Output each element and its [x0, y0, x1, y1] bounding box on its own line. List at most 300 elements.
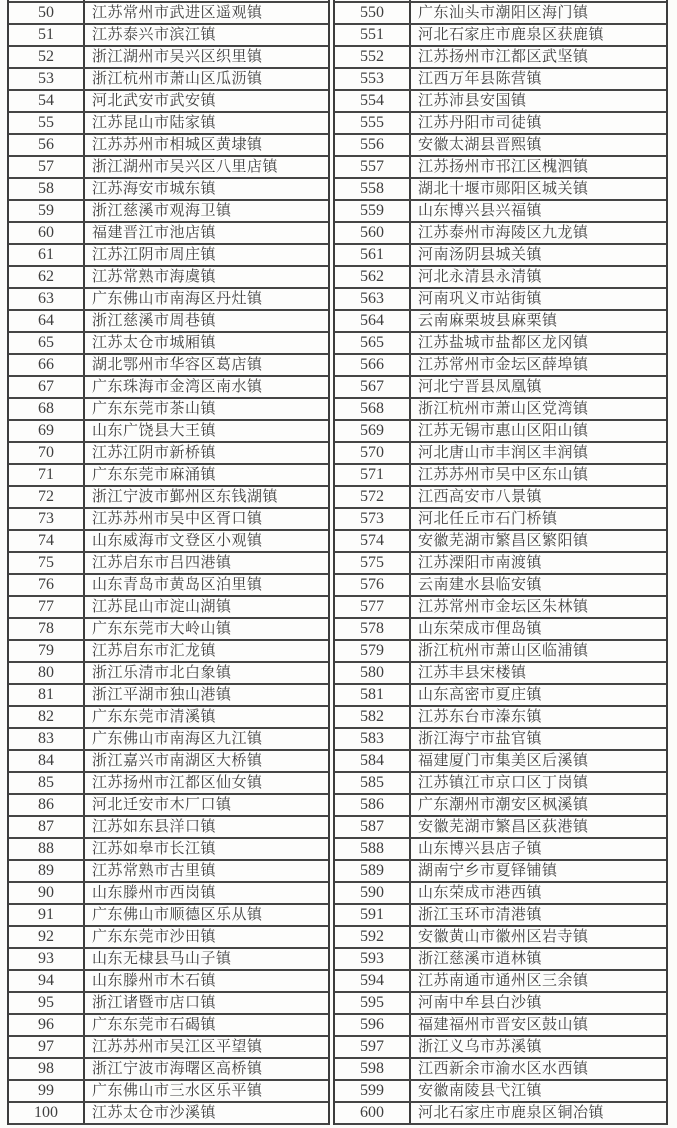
rank-cell: 560 [335, 223, 411, 243]
table-row [335, 311, 666, 333]
table-row [9, 619, 328, 641]
town-name-cell: 江西高安市八景镇 [418, 489, 543, 505]
table-row [9, 201, 328, 223]
table-row [335, 3, 666, 25]
rank-cell: 63 [9, 289, 85, 309]
town-name-cell: 浙江平湖市独山港镇 [92, 687, 232, 703]
table-row [9, 47, 328, 69]
table-row [9, 1103, 328, 1125]
town-name-cell: 江苏丹阳市司徒镇 [418, 115, 543, 131]
rank-cell [9, 0, 85, 1]
town-name-cell: 江苏沛县安国镇 [418, 93, 527, 109]
town-name-cell: 江苏海安市城东镇 [92, 181, 217, 197]
town-name-cell: 江苏苏州市吴江区平望镇 [92, 1039, 263, 1055]
town-name-cell: 山东高密市夏庄镇 [418, 687, 543, 703]
town-name-cell: 江苏扬州市江都区仙女镇 [92, 775, 263, 791]
table-row [9, 311, 328, 333]
rank-cell: 561 [335, 245, 411, 265]
table-row [335, 135, 666, 157]
table-row [9, 1037, 328, 1059]
rank-cell: 580 [335, 663, 411, 683]
town-name-cell: 江苏东台市溱东镇 [418, 709, 543, 725]
town-name-cell: 山东滕州市西岗镇 [92, 885, 217, 901]
rank-cell: 575 [335, 553, 411, 573]
table-row [335, 465, 666, 487]
town-name-cell: 广东佛山市南海区丹灶镇 [92, 291, 263, 307]
town-name-cell: 江西新余市渝水区水西镇 [418, 1061, 589, 1077]
table-row [9, 91, 328, 113]
rank-cell: 94 [9, 971, 85, 991]
town-name-cell: 江苏启东市汇龙镇 [92, 643, 217, 659]
town-name-cell: 浙江宁波市海曙区高桥镇 [92, 1061, 263, 1077]
table-row [335, 553, 666, 575]
rank-cell: 584 [335, 751, 411, 771]
town-name-cell: 江苏扬州市邗江区槐泗镇 [418, 159, 589, 175]
town-name-cell: 福建福州市晋安区鼓山镇 [418, 1017, 589, 1033]
rank-cell: 62 [9, 267, 85, 287]
rank-cell: 85 [9, 773, 85, 793]
table-row [9, 729, 328, 751]
town-name-cell: 浙江玉环市清港镇 [418, 907, 543, 923]
town-name-cell: 河北石家庄市鹿泉区铜冶镇 [418, 1105, 605, 1121]
table-row [9, 1015, 328, 1037]
rank-cell: 551 [335, 25, 411, 45]
town-name-cell: 浙江杭州市萧山区临浦镇 [418, 643, 589, 659]
rank-cell: 92 [9, 927, 85, 947]
rank-cell: 89 [9, 861, 85, 881]
town-name-cell: 河北石家庄市鹿泉区获鹿镇 [418, 27, 605, 43]
table-row [9, 949, 328, 971]
town-name-cell: 江苏太仓市沙溪镇 [92, 1105, 217, 1121]
table-row [335, 289, 666, 311]
rank-cell: 555 [335, 113, 411, 133]
town-name-cell: 安徽黄山市徽州区岩寺镇 [418, 929, 589, 945]
town-name-cell: 山东广饶县大王镇 [92, 423, 217, 439]
town-name-cell: 浙江诸暨市店口镇 [92, 995, 217, 1011]
table-row [9, 179, 328, 201]
rank-cell: 591 [335, 905, 411, 925]
rank-cell: 73 [9, 509, 85, 529]
town-name-cell: 广东珠海市金湾区南水镇 [92, 379, 263, 395]
rank-cell: 569 [335, 421, 411, 441]
table-row [335, 377, 666, 399]
table-row [9, 25, 328, 47]
table-row [335, 751, 666, 773]
rank-cell: 559 [335, 201, 411, 221]
table-row [9, 443, 328, 465]
town-name-cell: 江西万年县陈营镇 [418, 71, 543, 87]
rank-cell: 78 [9, 619, 85, 639]
rank-cell: 82 [9, 707, 85, 727]
town-name-cell: 浙江湖州市吴兴区织里镇 [92, 49, 263, 65]
town-name-cell: 福建厦门市集美区后溪镇 [418, 753, 589, 769]
town-name-cell: 江苏太仓市城厢镇 [92, 335, 217, 351]
town-name-cell: 云南建水县临安镇 [418, 577, 543, 593]
rank-cell: 72 [9, 487, 85, 507]
town-name-cell: 安徽太湖县晋熙镇 [418, 137, 543, 153]
town-name-cell: 浙江慈溪市观海卫镇 [92, 203, 232, 219]
rank-cell: 568 [335, 399, 411, 419]
rank-cell: 60 [9, 223, 85, 243]
rank-cell: 598 [335, 1059, 411, 1079]
rank-cell: 596 [335, 1015, 411, 1035]
table-row [9, 465, 328, 487]
rank-cell: 558 [335, 179, 411, 199]
table-row [335, 531, 666, 553]
town-name-cell: 浙江慈溪市逍林镇 [418, 951, 543, 967]
town-name-cell: 湖北十堰市郧阳区城关镇 [418, 181, 589, 197]
table-row [9, 993, 328, 1015]
table-row [335, 245, 666, 267]
town-name-cell: 江苏南通市通州区三余镇 [418, 973, 589, 989]
rank-cell: 576 [335, 575, 411, 595]
town-name-cell: 安徽芜湖市繁昌区繁阳镇 [418, 533, 589, 549]
table-row [9, 663, 328, 685]
town-name-cell: 广东潮州市潮安区枫溪镇 [418, 797, 589, 813]
town-name-cell: 河北武安市武安镇 [92, 93, 217, 109]
rank-cell: 566 [335, 355, 411, 375]
rank-cell: 98 [9, 1059, 85, 1079]
town-name-cell: 广东东莞市清溪镇 [92, 709, 217, 725]
table-row [335, 597, 666, 619]
table-row [335, 25, 666, 47]
table-row [335, 993, 666, 1015]
town-name-cell: 河南中牟县白沙镇 [418, 995, 543, 1011]
rank-cell: 90 [9, 883, 85, 903]
rank-cell: 564 [335, 311, 411, 331]
town-name-cell: 浙江海宁市盐官镇 [418, 731, 543, 747]
table-row [335, 47, 666, 69]
table-row [9, 69, 328, 91]
town-name-cell: 福建晋江市池店镇 [92, 225, 217, 241]
table-row [9, 289, 328, 311]
table-row [335, 399, 666, 421]
rank-cell: 59 [9, 201, 85, 221]
rank-cell: 74 [9, 531, 85, 551]
table-row [9, 245, 328, 267]
table-row [9, 377, 328, 399]
town-name-cell: 江苏盐城市盐都区龙冈镇 [418, 335, 589, 351]
table-row [9, 883, 328, 905]
town-name-cell: 山东威海市文登区小观镇 [92, 533, 263, 549]
table-row [9, 509, 328, 531]
town-name-cell: 江苏苏州市吴中区胥口镇 [92, 511, 263, 527]
rank-cell: 55 [9, 113, 85, 133]
town-name-cell: 江苏常州市金坛区薛埠镇 [418, 357, 589, 373]
table-row [9, 355, 328, 377]
table-row [335, 333, 666, 355]
rank-cell: 96 [9, 1015, 85, 1035]
town-name-cell: 浙江杭州市萧山区瓜沥镇 [92, 71, 263, 87]
rank-cell: 553 [335, 69, 411, 89]
town-name-cell [85, 0, 328, 1]
table-row [335, 641, 666, 663]
rank-cell: 76 [9, 575, 85, 595]
rank-cell: 563 [335, 289, 411, 309]
town-name-cell: 浙江嘉兴市南湖区大桥镇 [92, 753, 263, 769]
rank-cell: 67 [9, 377, 85, 397]
town-name-cell: 江苏苏州市吴中区东山镇 [418, 467, 589, 483]
table-row [335, 509, 666, 531]
town-name-cell: 山东博兴县兴福镇 [418, 203, 543, 219]
rank-cell: 586 [335, 795, 411, 815]
table-row [9, 399, 328, 421]
rank-cell: 54 [9, 91, 85, 111]
town-name-cell: 广东汕头市潮阳区海门镇 [418, 5, 589, 21]
table-row [9, 641, 328, 663]
town-name-cell: 山东滕州市木石镇 [92, 973, 217, 989]
table-row [9, 135, 328, 157]
town-name-cell: 广东东莞市沙田镇 [92, 929, 217, 945]
table-row [335, 817, 666, 839]
table-row [335, 839, 666, 861]
table-row [9, 707, 328, 729]
table-row [9, 1059, 328, 1081]
rank-cell: 100 [9, 1103, 85, 1123]
rank-cell: 64 [9, 311, 85, 331]
rank-cell: 582 [335, 707, 411, 727]
rank-cell: 95 [9, 993, 85, 1013]
table-row [335, 157, 666, 179]
table-row [9, 157, 328, 179]
rank-cell: 88 [9, 839, 85, 859]
rank-cell: 550 [335, 3, 411, 23]
rank-cell: 595 [335, 993, 411, 1013]
table-row [9, 553, 328, 575]
table-row [9, 773, 328, 795]
rank-cell: 557 [335, 157, 411, 177]
rank-cell: 585 [335, 773, 411, 793]
table-row [335, 487, 666, 509]
rank-cell: 70 [9, 443, 85, 463]
rank-cell: 71 [9, 465, 85, 485]
rank-cell: 84 [9, 751, 85, 771]
rank-cell: 589 [335, 861, 411, 881]
town-name-cell: 河北宁晋县凤凰镇 [418, 379, 543, 395]
rank-cell: 587 [335, 817, 411, 837]
table-row [335, 443, 666, 465]
table-row [9, 1081, 328, 1103]
towns-table-rank-550-600 [333, 0, 668, 1125]
town-name-cell: 江苏泰州市海陵区九龙镇 [418, 225, 589, 241]
rank-cell: 578 [335, 619, 411, 639]
table-row [335, 685, 666, 707]
town-name-cell: 河北唐山市丰润区丰润镇 [418, 445, 589, 461]
rank-cell: 65 [9, 333, 85, 353]
rank-cell: 58 [9, 179, 85, 199]
town-name-cell: 山东青岛市黄岛区泊里镇 [92, 577, 263, 593]
town-name-cell: 广东佛山市南海区九江镇 [92, 731, 263, 747]
town-name-cell: 江苏江阴市周庄镇 [92, 247, 217, 263]
town-name-cell: 浙江宁波市鄞州区东钱湖镇 [92, 489, 279, 505]
table-row [335, 223, 666, 245]
town-name-cell: 山东荣成市港西镇 [418, 885, 543, 901]
rank-cell: 583 [335, 729, 411, 749]
town-name-cell: 江苏无锡市惠山区阳山镇 [418, 423, 589, 439]
rank-cell: 86 [9, 795, 85, 815]
table-row [335, 1015, 666, 1037]
town-name-cell: 山东博兴县店子镇 [418, 841, 543, 857]
table-row [335, 1103, 666, 1125]
rank-cell: 574 [335, 531, 411, 551]
table-row [335, 91, 666, 113]
town-name-cell: 山东荣成市俚岛镇 [418, 621, 543, 637]
town-name-cell: 浙江湖州市吴兴区八里店镇 [92, 159, 279, 175]
rank-cell: 61 [9, 245, 85, 265]
town-name-cell: 江苏常州市金坛区朱林镇 [418, 599, 589, 615]
town-name-cell: 广东东莞市大岭山镇 [92, 621, 232, 637]
rank-cell: 97 [9, 1037, 85, 1057]
rank-cell: 570 [335, 443, 411, 463]
town-name-cell: 湖南宁乡市夏铎铺镇 [418, 863, 558, 879]
town-name-cell: 江苏扬州市江都区武坚镇 [418, 49, 589, 65]
table-row [335, 355, 666, 377]
rank-cell: 51 [9, 25, 85, 45]
table-row [9, 333, 328, 355]
town-name-cell: 河南汤阴县城关镇 [418, 247, 543, 263]
table-row [335, 1059, 666, 1081]
town-name-cell: 广东东莞市茶山镇 [92, 401, 217, 417]
table-row [9, 751, 328, 773]
rank-cell: 594 [335, 971, 411, 991]
table-row [335, 69, 666, 91]
rank-cell: 79 [9, 641, 85, 661]
rank-cell: 600 [335, 1103, 411, 1123]
table-row [335, 773, 666, 795]
rank-cell: 91 [9, 905, 85, 925]
rank-cell: 93 [9, 949, 85, 969]
rank-cell: 81 [9, 685, 85, 705]
table-row [9, 971, 328, 993]
rank-cell: 80 [9, 663, 85, 683]
town-name-cell: 广东东莞市麻涌镇 [92, 467, 217, 483]
table-row [335, 795, 666, 817]
table-row [335, 949, 666, 971]
rank-cell: 69 [9, 421, 85, 441]
table-row [335, 729, 666, 751]
rank-cell: 562 [335, 267, 411, 287]
table-row [335, 421, 666, 443]
table-row [335, 927, 666, 949]
town-name-cell: 山东无棣县马山子镇 [92, 951, 232, 967]
rank-cell: 590 [335, 883, 411, 903]
rank-cell: 68 [9, 399, 85, 419]
rank-cell: 52 [9, 47, 85, 67]
rank-cell: 577 [335, 597, 411, 617]
rank-cell: 593 [335, 949, 411, 969]
table-row [335, 113, 666, 135]
rank-cell: 53 [9, 69, 85, 89]
town-name-cell: 江苏如东县洋口镇 [92, 819, 217, 835]
table-row [9, 421, 328, 443]
rank-cell [335, 0, 411, 1]
table-row [9, 861, 328, 883]
town-name-cell: 浙江乐清市北白象镇 [92, 665, 232, 681]
table-row [335, 663, 666, 685]
town-name-cell [411, 0, 666, 1]
town-name-cell: 安徽南陵县弋江镇 [418, 1083, 543, 1099]
town-name-cell: 江苏常熟市海虞镇 [92, 269, 217, 285]
table-row [9, 905, 328, 927]
town-name-cell: 江苏昆山市陆家镇 [92, 115, 217, 131]
town-name-cell: 广东佛山市三水区乐平镇 [92, 1083, 263, 1099]
town-name-cell: 浙江义乌市苏溪镇 [418, 1039, 543, 1055]
town-name-cell: 江苏常熟市古里镇 [92, 863, 217, 879]
table-row [335, 883, 666, 905]
town-name-cell: 江苏丰县宋楼镇 [418, 665, 527, 681]
rank-cell: 554 [335, 91, 411, 111]
town-name-cell: 湖北鄂州市华容区葛店镇 [92, 357, 263, 373]
town-name-cell: 江苏如皋市长江镇 [92, 841, 217, 857]
town-name-cell: 江苏苏州市相城区黄埭镇 [92, 137, 263, 153]
town-name-cell: 江苏镇江市京口区丁岗镇 [418, 775, 589, 791]
table-row [9, 795, 328, 817]
town-name-cell: 江苏昆山市淀山湖镇 [92, 599, 232, 615]
rank-cell: 77 [9, 597, 85, 617]
rank-cell: 599 [335, 1081, 411, 1101]
town-name-cell: 江苏泰兴市滨江镇 [92, 27, 217, 43]
rank-cell: 66 [9, 355, 85, 375]
rank-cell: 556 [335, 135, 411, 155]
town-name-cell: 河北任丘市石门桥镇 [418, 511, 558, 527]
table-row [335, 1037, 666, 1059]
rank-cell: 57 [9, 157, 85, 177]
town-name-cell: 云南麻栗坡县麻栗镇 [418, 313, 558, 329]
rank-cell: 573 [335, 509, 411, 529]
table-row [9, 223, 328, 245]
town-name-cell: 河北迁安市木厂口镇 [92, 797, 232, 813]
rank-cell: 87 [9, 817, 85, 837]
table-row [9, 575, 328, 597]
town-name-cell: 江苏常州市武进区遥观镇 [92, 5, 263, 21]
rank-cell: 571 [335, 465, 411, 485]
town-name-cell: 河南巩义市站街镇 [418, 291, 543, 307]
table-row [9, 927, 328, 949]
town-name-cell: 江苏溧阳市南渡镇 [418, 555, 543, 571]
table-row [9, 597, 328, 619]
table-row [335, 179, 666, 201]
town-name-cell: 广东东莞市石碣镇 [92, 1017, 217, 1033]
table-row [9, 839, 328, 861]
table-row [335, 971, 666, 993]
town-name-cell: 江苏启东市吕四港镇 [92, 555, 232, 571]
rank-cell: 552 [335, 47, 411, 67]
table-row [335, 861, 666, 883]
rank-cell: 579 [335, 641, 411, 661]
rank-cell: 56 [9, 135, 85, 155]
table-row [9, 3, 328, 25]
table-row [335, 707, 666, 729]
table-row [9, 487, 328, 509]
table-row [335, 619, 666, 641]
rank-cell: 572 [335, 487, 411, 507]
town-name-cell: 浙江慈溪市周巷镇 [92, 313, 217, 329]
rank-cell: 565 [335, 333, 411, 353]
rank-cell: 567 [335, 377, 411, 397]
table-row [335, 575, 666, 597]
rank-cell: 50 [9, 3, 85, 23]
table-row [335, 201, 666, 223]
table-row [9, 267, 328, 289]
rank-cell: 581 [335, 685, 411, 705]
town-name-cell: 广东佛山市顺德区乐从镇 [92, 907, 263, 923]
rank-cell: 592 [335, 927, 411, 947]
rank-cell: 75 [9, 553, 85, 573]
table-row [335, 267, 666, 289]
town-name-cell: 浙江杭州市萧山区党湾镇 [418, 401, 589, 417]
rank-cell: 597 [335, 1037, 411, 1057]
table-row [9, 531, 328, 553]
